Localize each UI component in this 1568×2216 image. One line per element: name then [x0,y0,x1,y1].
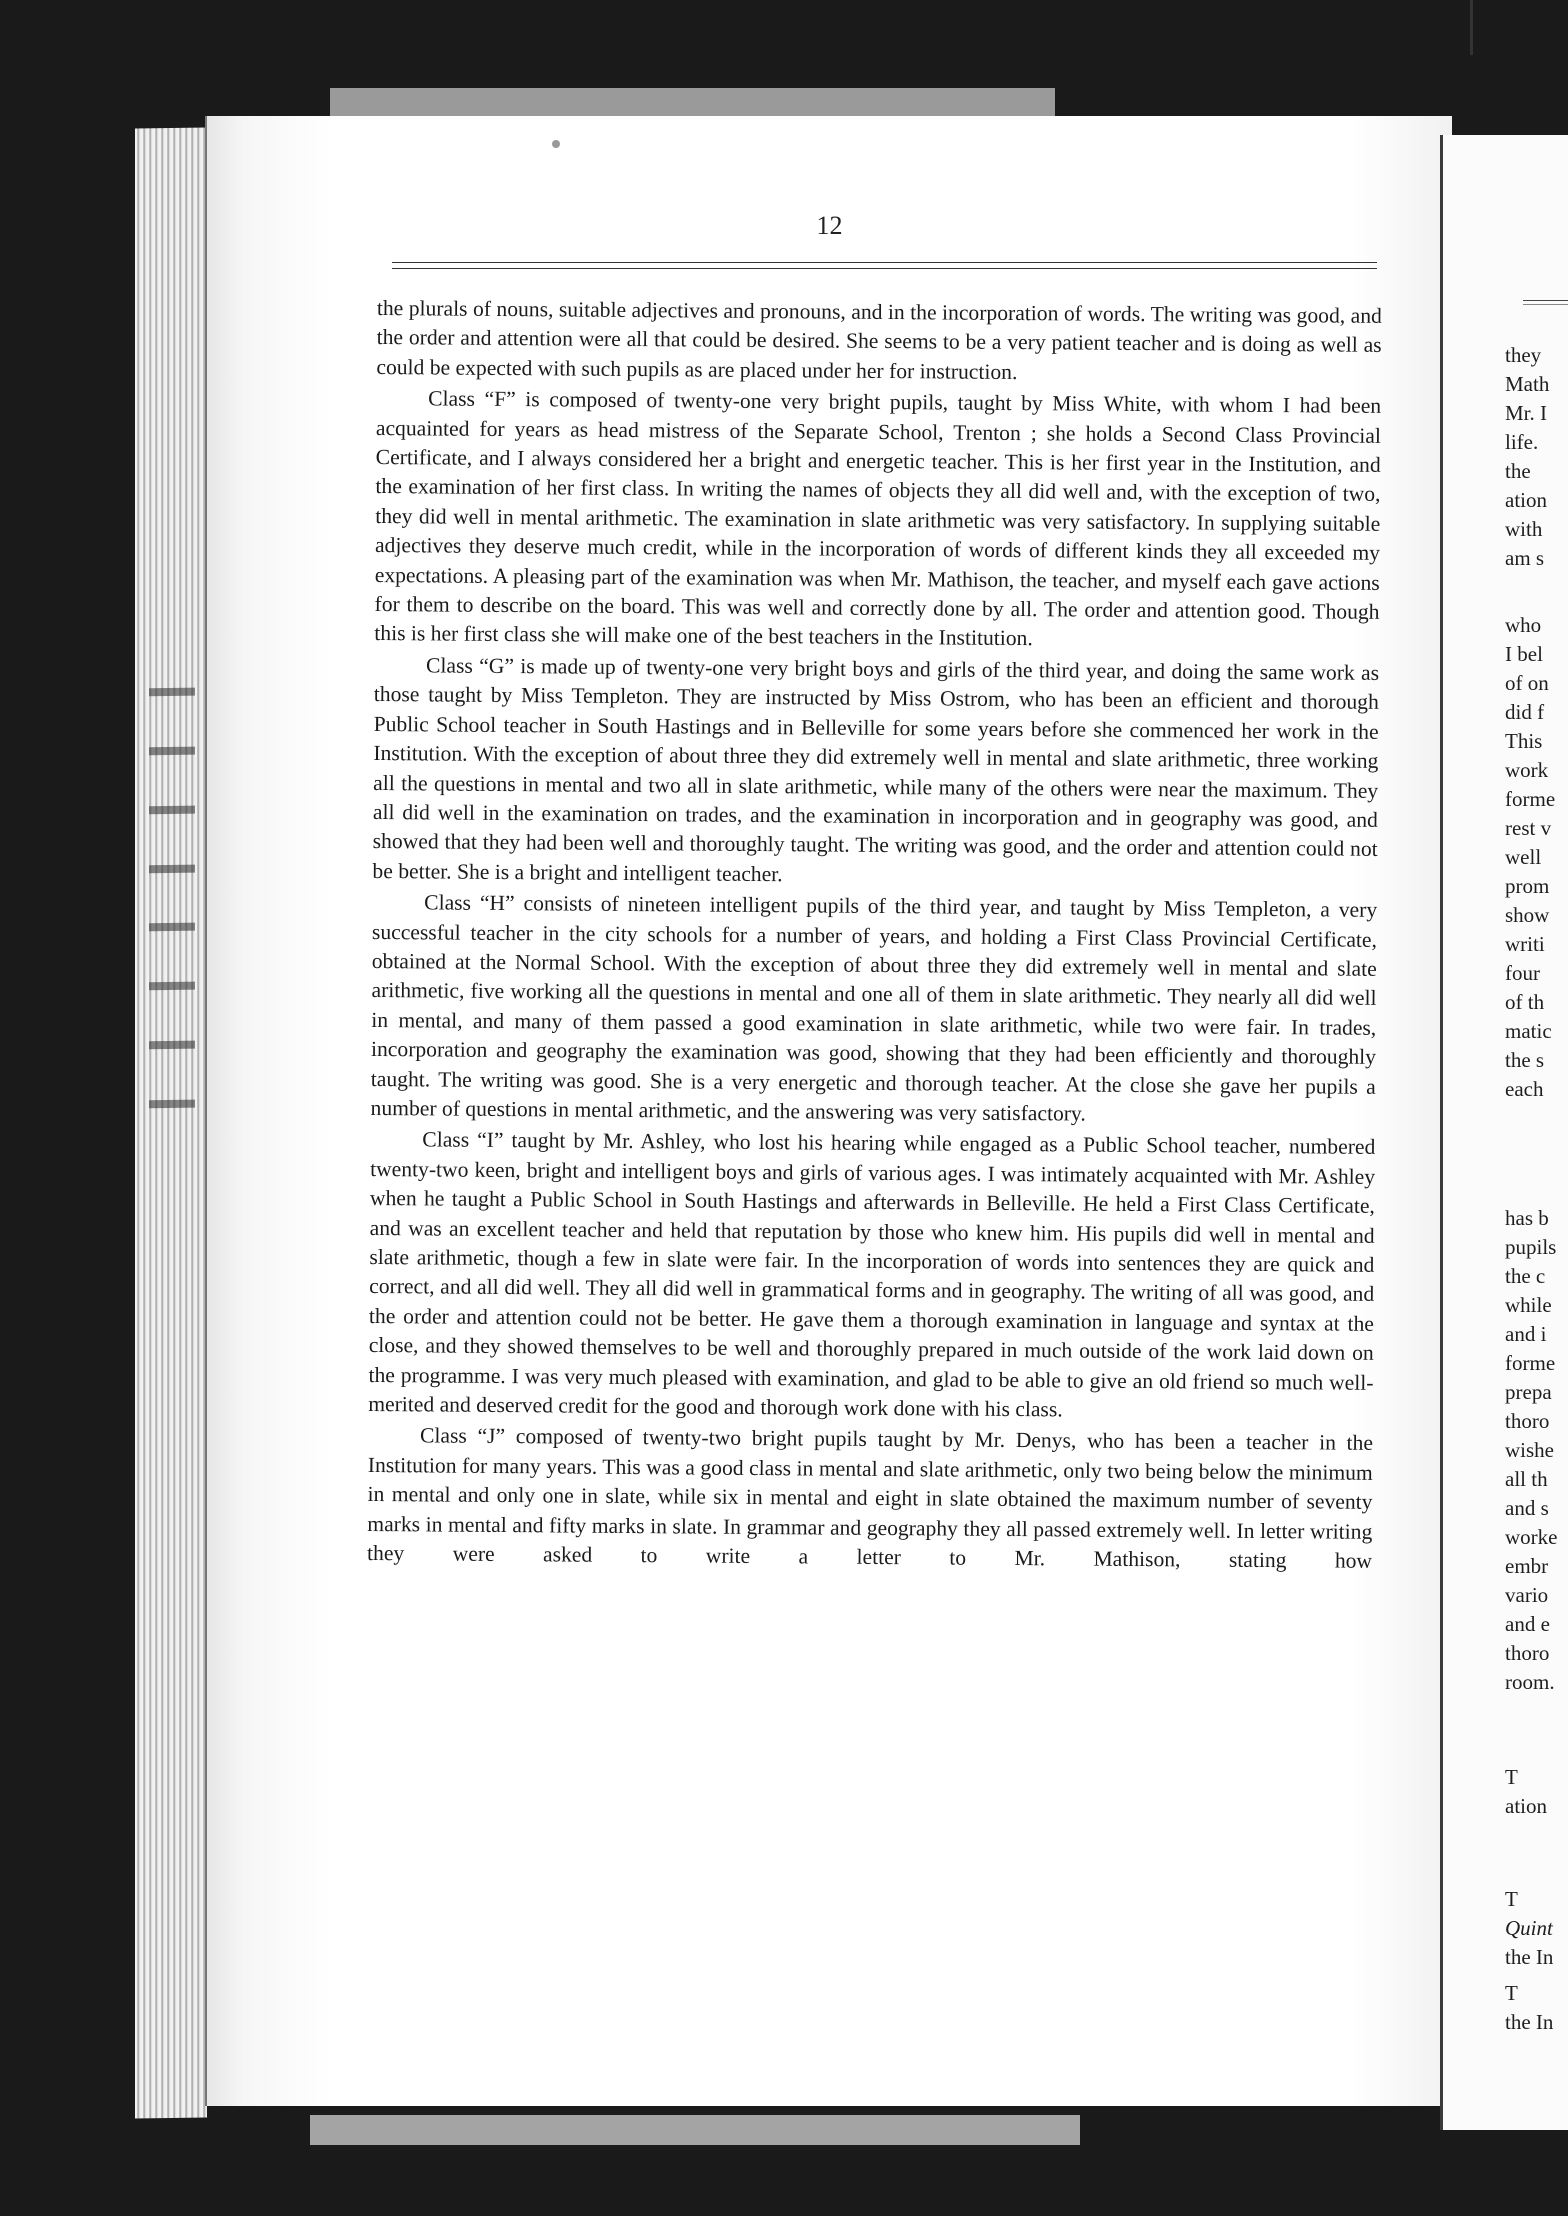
page-body [367,294,1382,1578]
spine-mark [149,1100,195,1109]
fragment-line: embr [1505,1554,1549,1578]
facing-page-fragment [1440,135,1568,2130]
spine-marks [149,688,195,1109]
fragment-line: worke [1505,1525,1558,1549]
fragment-line: has b [1505,1206,1549,1230]
paragraph: Class “J” composed of twenty-two bright pupils taught by Mr. Denys, who has been a teacher in the Institution for many years. This was a good class in mental and slate arithmetic, only two being below the minimum in mental and only one in slate, while six in mental and eight in slate obtained the maximum number of seventy marks in mental and fifty marks in slate. In grammar and geography they all passed extremely well. In letter writing they were asked to write a letter to Mr. Mathison, stating how [367,1423,1374,1573]
spine-mark [149,747,195,756]
paragraph: the plurals of nouns, suitable adjectives and pronouns, and in the incorporation of words. The writing was good, and the order and attention were all that could be desired. She seems to be a very patient teacher and is doing as well as could be expected with such pupils as are placed under her for instruction. [376,295,1382,384]
fragment-line: life. [1505,430,1539,454]
book-page-edges [135,127,207,2118]
fragment-line: of th [1505,990,1545,1014]
paragraph: Class “I” taught by Mr. Ashley, who lost his hearing while engaged as a Public School teacher, numbered twenty-two keen, bright and intelligent boys and girls of various ages. I was intimately acquainted with Mr. Ashley when he taught a Public School in South Hastings and afterwards in Belleville. He held a First Class Certificate, and was an excellent teacher and held that reputation by those who knew him. His pupils did well in mental and slate arithmetic, though a few in slate were fair. In the incorporation of words into sentences they are quick and correct, and all did well. They all did well in grammatical forms and in geography. The writing of all was good, and the order and attention could not be better. He gave them a thorough examination in language and syntax at the close, and they showed themselves to be well and thoroughly prepared in much outside of the work laid down on the programme. I was very much pleased with examination, and glad to be able to give an old friend so much well-merited and deserved credit for the good and thorough work done with his class. [368,1127,1376,1422]
fragment-line: thoro [1505,1409,1550,1433]
fragment-line: of on [1505,671,1549,695]
fragment-line: vario [1505,1583,1549,1607]
scan-artifact-mark [1470,0,1473,55]
page-shadow-bottom [310,2115,1080,2145]
header-rule [1523,300,1568,301]
fragment-line: rest v [1505,816,1552,840]
ink-speck [552,140,560,148]
spine-mark [149,688,195,697]
page-number: 12 [816,211,843,240]
fragment-line: room. [1505,1670,1555,1694]
fragment-line: prepa [1505,1380,1552,1404]
spine-mark [149,1041,195,1050]
fragment-line: I bel [1505,642,1543,666]
fragment-line: writi [1505,932,1545,956]
fragment-line: who [1505,613,1542,637]
fragment-line: the In [1505,2010,1554,2034]
fragment-line: work [1505,758,1549,782]
fragment-line: T [1505,1981,1518,2005]
fragment-line: show [1505,903,1550,927]
fragment-line: and s [1505,1496,1549,1520]
fragment-line: matic [1505,1019,1552,1043]
fragment-line: ation [1505,488,1547,512]
fragment-line: the In [1505,1945,1554,1969]
fragment-line: four [1505,961,1540,985]
fragment-line: This [1505,729,1543,753]
fragment-line: pupils [1505,1235,1557,1259]
spine-mark [149,982,195,991]
fragment-line: the c [1505,1264,1546,1288]
document-page [205,116,1452,2106]
fragment-line: the [1505,459,1531,483]
fragment-line: well [1505,845,1542,869]
fragment-line: ation [1505,1794,1547,1818]
fragment-line: and i [1505,1322,1547,1346]
fragment-line: forme [1505,787,1556,811]
fragment-line: all th [1505,1467,1548,1491]
fragment-line: T [1505,1765,1518,1789]
fragment-line: Mr. I [1505,401,1547,425]
spine-mark [149,805,195,814]
fragment-line: T [1505,1887,1518,1911]
fragment-line: prom [1505,874,1550,898]
fragment-line: forme [1505,1351,1556,1375]
fragment-line: wishe [1505,1438,1554,1462]
paragraph: Class “F” is composed of twenty-one very bright pupils, taught by Miss White, with whom I had been acquainted for years as head mistress of the Separate School, Trenton ; she holds a Second Class Provincial Certificate, and I always considered her a bright and energetic teacher. This is her first year in the Institution, and the examination of her first class. In writing the names of objects they all did well and, with the exception of two, they did well in mental arithmetic. The examination in slate arithmetic was very satisfactory. In supplying suitable adjectives they deserve much credit, while in the incorporation of words of different kinds they all exceeded my expectations. A pleasing part of the examination was when Mr. Mathison, the teacher, and myself each gave actions for them to describe on the board. This was well and correctly done by all. The order and attention good. Though this is her first class she will make one of the best teachers in the Institution. [374,386,1382,651]
spine-mark [149,923,195,932]
fragment-line: Quint [1505,1916,1553,1940]
header-rule [392,262,1377,263]
header-rule [392,268,1377,269]
fragment-line: did f [1505,700,1545,724]
fragment-line: and e [1505,1612,1550,1636]
fragment-line: with [1505,517,1543,541]
fragment-line: they [1505,343,1542,367]
spine-mark [149,864,195,873]
paragraph: Class “G” is made up of twenty-one very bright boys and girls of the third year, and doing the same work as those taught by Miss Templeton. They are instructed by Miss Ostrom, who has been an efficient and thorough Public School teacher in South Hastings and in Belleville for some years before she commenced her work in the Institution. With the exception of about three they did extremely well in mental and slate arithmetic, three working all the questions in mental and two all in slate arithmetic, while many of the others were near the maximum. They all did well in the examination on trades, and the examination in incorporation and in geography was good, and showed that they had been well and thoroughly taught. The writing was good, and the order and attention could not be better. She is a bright and intelligent teacher. [372,653,1380,886]
fragment-line: the s [1505,1048,1545,1072]
fragment-line: each [1505,1077,1544,1101]
fragment-line: while [1505,1293,1552,1317]
paragraph: Class “H” consists of nineteen intelligent pupils of the third year, and taught by Miss Templeton, a very successful teacher in the city schools for a number of years, and holding a First Class Provincial Certificate, obtained at the Normal School. With the exception of about three they did extremely well in mental and slate arithmetic, five working all the questions in mental and one all of them in slate arithmetic. They nearly all did well in mental, and many of them passed a good examination in slate arithmetic, while two were fair. In trades, incorporation and geography the examination was good, showing that they had been efficiently and thoroughly taught. The writing was good. She is a very energetic and thorough teacher. At the close she gave her pupils a number of questions in mental arithmetic, and the answering was very satisfactory. [370,890,1378,1126]
fragment-line: thoro [1505,1641,1550,1665]
fragment-line: am s [1505,546,1545,570]
fragment-line: Math [1505,372,1550,396]
